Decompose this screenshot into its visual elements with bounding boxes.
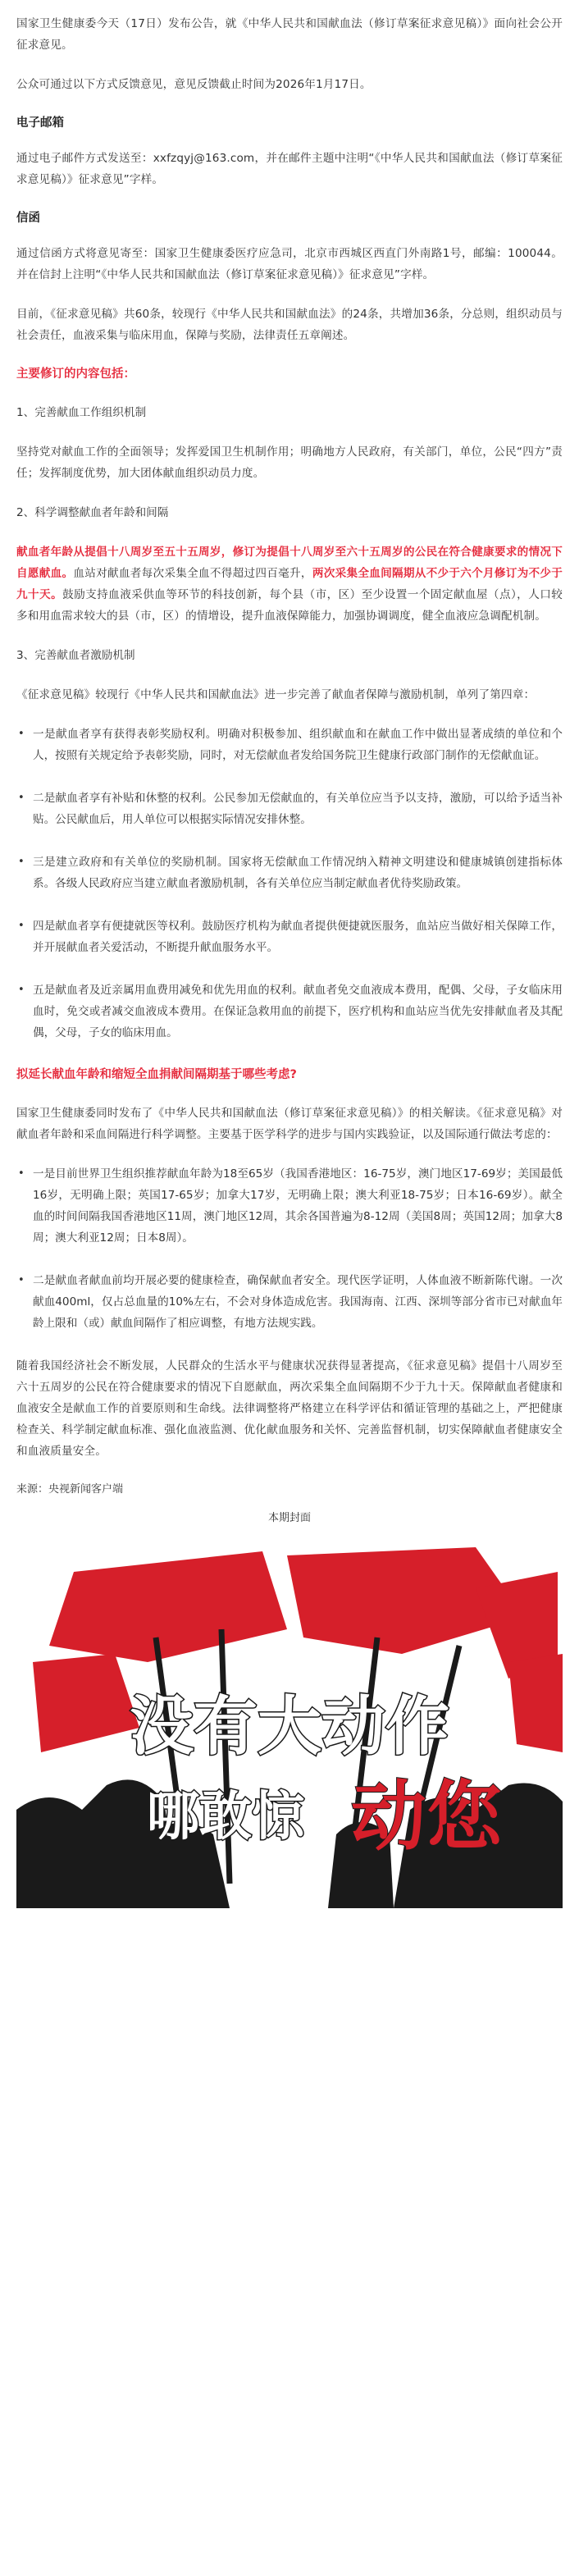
point2-red-age: 献血者年龄从提倡十八周岁至五十五周岁，修订为提倡十八周岁至六十五周岁的公民在符合健康要求的情况下自愿献血。 xyxy=(16,546,563,580)
point1-title: 1、完善献血工作组织机制 xyxy=(16,406,147,419)
cover-poster xyxy=(16,1539,563,1908)
list-item: • 二是献血者享有补贴和休整的权利。公民参加无偿献血的，有关单位应当予以支持，激励，可以给予适当补贴。公民献血后，用人单位可以根据实际情况安排休整。 xyxy=(16,788,563,830)
bullet-icon: • xyxy=(18,1274,25,1286)
feedback-paragraph: 公众可通过以下方式反馈意见，意见反馈截止时间为2026年1月17日。 xyxy=(16,78,372,91)
bullet-icon: • xyxy=(18,792,25,804)
point1-paragraph: 坚持党对献血工作的全面领导；发挥爱国卫生机制作用；明确地方人民政府，有关部门，单位，公民“四方”责任；发挥制度优势，加大团体献血组织动员力度。 xyxy=(16,445,563,480)
list-item: • 二是献血者献血前均开展必要的健康检查，确保献血者安全。现代医学证明，人体血液不断新陈代谢。一次献血400ml，仅占总血量的10%左右，不会对身体造成危害。我国海南、江西、深圳等部分省市已对献血年龄上限和（或）献血间隔作了相应调整，有地方法规实践。 xyxy=(16,1270,563,1334)
list-item: • 一是目前世界卫生组织推荐献血年龄为18至65岁（我国香港地区：16-75岁，澳门地区17-69岁；美国最低16岁，无明确上限；英国17-65岁；加拿大17岁，无明确上限；澳大利亚18-75岁；日本16-69岁）。献全血的时间间隔我国香港地区11周，澳门地区12周，其余各国普遍为8-12周（美国8周；英国12周；加拿大8周；澳大利亚12周；日本8周）。 xyxy=(16,1163,563,1249)
bullet-icon: • xyxy=(18,920,25,932)
bullet-icon: • xyxy=(18,856,25,868)
point2-paragraph xyxy=(16,541,563,627)
bullet-icon: • xyxy=(18,728,25,740)
list-item: • 四是献血者享有便捷就医等权利。鼓励医疗机构为献血者提供便捷就医服务，血站应当做好相关保障工作，并开展献血者关爱活动，不断提升献血服务水平。 xyxy=(16,916,563,958)
why-heading: 拟延长献血年龄和缩短全血捐献间隔期基于哪些考虑? xyxy=(16,1068,297,1081)
point2-red-interval: 两次采集全血间隔期从不少于六个月修订为不少于九十天。 xyxy=(16,567,563,601)
main-content-heading: 主要修订的内容包括： xyxy=(16,368,135,381)
point2-mid: 血站对献血者每次采集全血不得超过四百毫升， xyxy=(73,567,312,580)
cover-headline-line2b: 动您 xyxy=(350,1773,503,1861)
why-intro: 国家卫生健康委同时发布了《中华人民共和国献血法（修订草案征求意见稿）》的相关解读。《征求意见稿》对献血者年龄和采血间隔进行科学调整。主要基于医学科学的进步与国内实践验证，以及国际通行做法考虑的： xyxy=(16,1107,563,1141)
point2-tail: 鼓励支持血液采供血等环节的科技创新，每个县（市，区）至少设置一个固定献血屋（点），人口较多和用血需求较大的县（市，区）的情增设，提升血液保障能力，加强协调调度，健全血液应急调配机制。 xyxy=(16,588,563,623)
cover-headline-line1: 没有大动作 xyxy=(129,1690,450,1764)
list-item: • 三是建立政府和有关单位的奖励机制。国家将无偿献血工作情况纳入精神文明建设和健康城镇创建指标体系。各级人民政府应当建立献血者激励机制，各有关单位应当制定献血者优待奖励政策。 xyxy=(16,852,563,894)
flag-shape xyxy=(508,1654,563,1752)
point3-intro: 《征求意见稿》较现行《中华人民共和国献血法》进一步完善了献血者保障与激励机制，单列了第四章： xyxy=(16,688,536,701)
point2-title: 2、科学调整献血者年龄和间隔 xyxy=(16,506,169,519)
email-heading: 电子邮箱 xyxy=(16,116,64,130)
list-item: • 一是献血者享有获得表彰奖励权利。明确对积极参加、组织献血和在献血工作中做出显著成绩的单位和个人，按照有关规定给予表彰奖励，同时，对无偿献血者发给国务院卫生健康行政部门制作的无偿献血证。 xyxy=(16,724,563,766)
point3-title: 3、完善献血者激励机制 xyxy=(16,649,135,662)
bullet-icon: • xyxy=(18,1167,25,1180)
source-line: 来源：央视新闻客户端 xyxy=(16,1483,124,1496)
cover-caption: 本期封面 xyxy=(267,1512,311,1524)
intro-paragraph: 国家卫生健康委今天（17日）发布公告，就《中华人民共和国献血法（修订草案征求意见稿）》面向社会公开征求意见。 xyxy=(16,17,563,52)
summary-paragraph: 目前，《征求意见稿》共60条，较现行《中华人民共和国献血法》的24条，共增加36条，分总则，组织动员与社会责任，血液采集与临床用血，保障与奖励，法律责任五章阐述。 xyxy=(16,308,563,342)
why-list xyxy=(16,1163,563,1334)
letter-paragraph: 通过信函方式将意见寄至：国家卫生健康委医疗应急司，北京市西城区西直门外南路1号，邮编：100044。并在信封上注明“《中华人民共和国献血法（修订草案征求意见稿）》征求意见”字样。 xyxy=(16,247,563,281)
incentive-list xyxy=(16,724,563,1044)
why-closing: 随着我国经济社会不断发展，人民群众的生活水平与健康状况获得显著提高，《征求意见稿》提倡十八周岁至六十五周岁的公民在符合健康要求的情况下自愿献血，两次采集全血间隔期不少于九十天。保障献血者健康和血液安全是献血工作的首要原则和生命线。法律调整将严格建立在科学评估和循证管理的基础之上，严把健康检查关、科学制定献血标准、强化血液监测、优化献血服务和关怀、完善监督机制，切实保障献血者健康安全和血液质量安全。 xyxy=(16,1359,563,1458)
letter-heading: 信函 xyxy=(16,212,40,225)
bullet-icon: • xyxy=(18,984,25,996)
cover-headline-line2a: 哪敢惊 xyxy=(147,1787,304,1848)
list-item: • 五是献血者及近亲属用血费用减免和优先用血的权利。献血者免交血液成本费用，配偶、父母，子女临床用血时，免交或者减交血液成本费用。在保证急救用血的前提下，医疗机构和血站应当优先安排献血者及其配偶，父母，子女的临床用血。 xyxy=(16,980,563,1044)
email-paragraph: 通过电子邮件方式发送至：xxfzqyj@163.com，并在邮件主题中注明“《中华人民共和国献血法（修订草案征求意见稿）》征求意见”字样。 xyxy=(16,152,563,186)
